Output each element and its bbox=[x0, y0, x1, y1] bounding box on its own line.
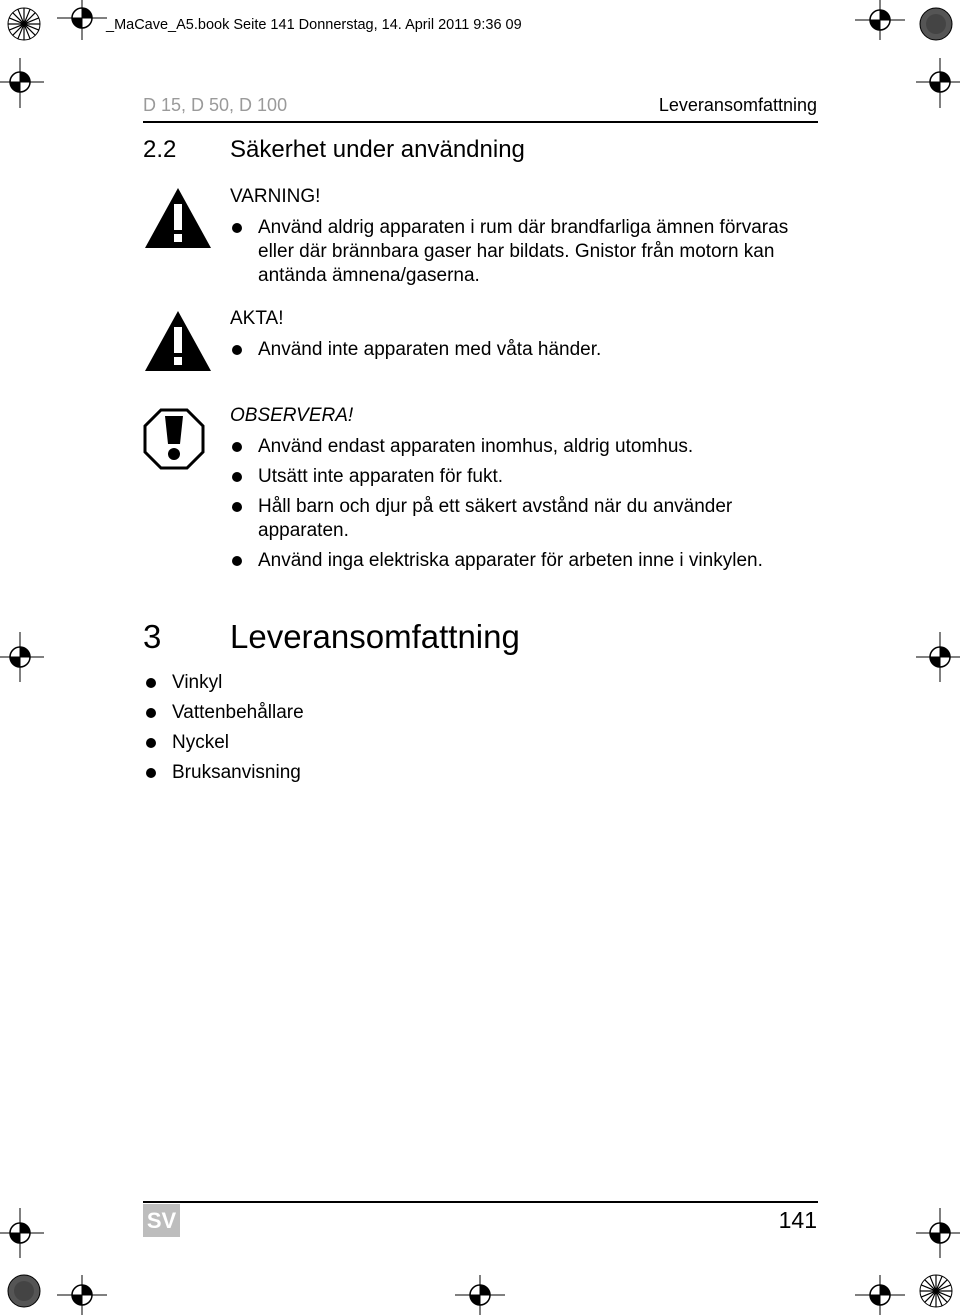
starburst-mark-icon bbox=[7, 7, 41, 41]
starburst-mark-icon bbox=[919, 7, 953, 41]
caution-label: AKTA! bbox=[230, 308, 284, 329]
registration-mark-icon bbox=[855, 0, 905, 40]
list-item: Använd aldrig apparaten i rum där brandfarliga ämnen förvaras eller där brännbara gaser har bildats. Gnistor från motorn kan antända ämnena/gaserna. bbox=[258, 216, 838, 288]
header-rule bbox=[143, 121, 818, 123]
notice-label: OBSERVERA! bbox=[230, 405, 354, 426]
registration-mark-icon bbox=[916, 58, 960, 108]
notice-list bbox=[258, 435, 838, 573]
registration-mark-icon bbox=[0, 58, 44, 108]
notice-octagon-icon bbox=[143, 408, 205, 470]
warning-triangle-icon bbox=[143, 186, 213, 250]
print-slug: _MaCave_A5.book Seite 141 Donnerstag, 14. April 2011 9:36 09 bbox=[106, 17, 522, 33]
caution-list bbox=[258, 338, 838, 362]
list-item: Använd inga elektriska apparater för arbeten inne i vinkylen. bbox=[258, 549, 838, 573]
list-item: Använd inte apparaten med våta händer. bbox=[258, 338, 838, 362]
list-item: Bruksanvisning bbox=[172, 761, 572, 785]
header-chapter-title: Leveransomfattning bbox=[658, 95, 817, 115]
registration-mark-icon bbox=[0, 1208, 44, 1258]
list-item: Utsätt inte apparaten för fukt. bbox=[258, 465, 838, 489]
caution-triangle-icon bbox=[143, 309, 213, 373]
registration-mark-icon bbox=[455, 1275, 505, 1315]
section-heading-2-2 bbox=[143, 136, 525, 164]
section-number: 3 bbox=[143, 618, 162, 655]
section-number: 2.2 bbox=[143, 136, 177, 163]
section-title: Säkerhet under användning bbox=[230, 136, 525, 163]
list-item: Använd endast apparaten inomhus, aldrig utomhus. bbox=[258, 435, 838, 459]
section-title: Leveransomfattning bbox=[230, 618, 520, 655]
registration-mark-icon bbox=[57, 1275, 107, 1315]
registration-mark-icon bbox=[916, 632, 960, 682]
header-model-list: D 15, D 50, D 100 bbox=[143, 95, 288, 115]
list-item: Vinkyl bbox=[172, 671, 572, 695]
page-number: 141 bbox=[778, 1207, 817, 1233]
starburst-mark-icon bbox=[7, 1274, 41, 1308]
language-badge: SV bbox=[143, 1204, 180, 1237]
list-item: Håll barn och djur på ett säkert avstånd när du använder apparaten. bbox=[258, 495, 838, 543]
warning-label: VARNING! bbox=[230, 186, 321, 207]
footer-rule bbox=[143, 1201, 818, 1203]
registration-mark-icon bbox=[57, 0, 107, 40]
registration-mark-icon bbox=[916, 1208, 960, 1258]
section-heading-3 bbox=[143, 618, 520, 656]
warning-list bbox=[258, 216, 838, 288]
registration-mark-icon bbox=[855, 1275, 905, 1315]
delivery-list bbox=[172, 671, 572, 785]
starburst-mark-icon bbox=[919, 1274, 953, 1308]
list-item: Vattenbehållare bbox=[172, 701, 572, 725]
registration-mark-icon bbox=[0, 632, 44, 682]
list-item: Nyckel bbox=[172, 731, 572, 755]
